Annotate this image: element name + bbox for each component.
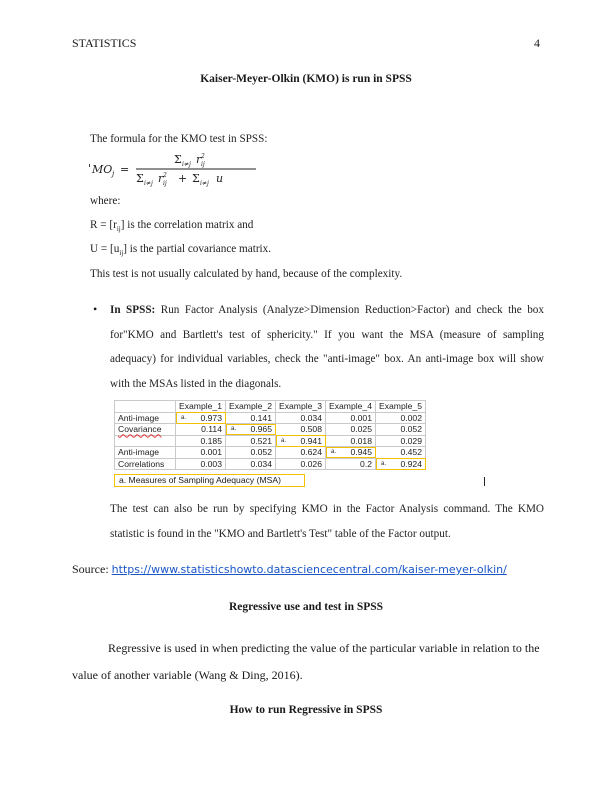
table-cell: 0.185 [176,435,226,447]
formula-den-b-sum: Σ [192,172,200,185]
u-prefix: U = [u [90,243,120,255]
formula-num-term-sub: ij [201,161,205,168]
row-label [115,435,176,447]
column-header: Example_1 [176,401,226,413]
kmo-command-paragraph: The test can also be run by specifying KMO in the Factor Analysis command. The KMO statistic is found in the "KMO and Bartlett's Test" table of the Factor output. [110,503,544,540]
cell-value: 0.924 [400,458,422,469]
row-label-text: Covariance [118,424,162,435]
table-cell: 0.034 [226,458,276,470]
table-cell: 0.001 [176,447,226,459]
running-header: STATISTICS [72,36,137,50]
formula-lhs: MO [92,163,113,176]
column-header: Example_4 [326,401,376,413]
spss-instructions-text: Run Factor Analysis (Analyze>Dimension Reduction>Factor) and check the box for"KMO and Bartlett's test of sphericity." If you want the MSA (measure of sampling adequacy) for individual variables, check the "anti-image" box. An anti-image box will show with the MSAs listed in the diagonals. [110,304,544,390]
u-sub: ij [119,249,124,258]
u-suffix: ] is the partial covariance matrix. [123,243,272,255]
table-cell: 0.508 [276,424,326,436]
formula-den-plus: + [178,172,188,185]
spss-instructions [110,298,544,396]
formula-apostrophe: ' [88,162,92,175]
table-cell: 0.2 [326,458,376,470]
table-cell [176,412,226,424]
bullet-icon: • [93,302,98,316]
complexity-note: This test is not usually calculated by hand, because of the complexity. [90,268,403,280]
formula-equals: = [120,163,130,176]
table-cell: 0.002 [376,412,426,424]
source-label: Source: [72,562,112,576]
msa-marker: a. [281,437,287,444]
cell-value: 0.973 [200,412,222,423]
msa-table [114,400,426,470]
table-cell: 0.018 [326,435,376,447]
formula-lhs-sub: j [112,170,115,178]
formula-den-a-sum: Σ [136,172,144,185]
table-cell: 0.114 [176,424,226,436]
text-cursor-mark [484,477,485,486]
table-cell: 0.034 [276,412,326,424]
column-header: Example_5 [376,401,426,413]
table-cell: 0.025 [326,424,376,436]
table-corner [115,401,176,413]
page-number: 4 [534,36,540,50]
row-label [115,424,176,436]
column-header: Example_2 [226,401,276,413]
table-header-row [115,401,426,413]
msa-marker: a. [381,460,387,467]
table-cell [226,424,276,436]
table-cell: 0.026 [276,458,326,470]
msa-marker: a. [231,426,237,433]
formula-den-a-term-sub: ij [163,180,167,187]
row-label: Anti-image [115,412,176,424]
cell-value: 0.941 [300,435,322,446]
formula-num-sub: i≠j [182,161,191,168]
formula-den-a-term: r [158,172,164,185]
row-label: Correlations [115,458,176,470]
body-paragraph [72,635,540,689]
source-citation [72,562,507,577]
cell-value: 0.945 [350,447,372,458]
cell-value: 0.965 [250,424,272,435]
formula-intro: The formula for the KMO test in SPSS: [90,133,268,145]
u-definition [90,243,271,257]
section-title: Kaiser-Meyer-Olkin (KMO) is run in SPSS [200,73,412,85]
body-paragraph-text: Regressive is used in when predicting the value of the particular variable in relation to the value of another variable (Wang & Ding, 2016). [72,641,540,682]
table-cell: 0.624 [276,447,326,459]
table-cell: 0.001 [326,412,376,424]
table-cell: 0.052 [226,447,276,459]
table-cell: 0.141 [226,412,276,424]
formula-num-term: r [196,153,202,166]
formula-den-a-sub: i≠j [144,180,153,187]
formula-where: where: [90,195,121,207]
r-definition [90,219,253,233]
formula-num-sup: 2 [201,153,205,160]
source-link[interactable]: https://www.statisticshowto.datasciencecentral.com/kaiser-meyer-olkin/ [111,563,507,576]
table-row [115,424,426,436]
table-cell: 0.052 [376,424,426,436]
row-label: Anti-image [115,447,176,459]
r-sub: ij [116,225,121,234]
table-cell: 0.452 [376,447,426,459]
table-row [115,458,426,470]
heading-regressive: Regressive use and test in SPSS [228,601,384,613]
formula-num-sum: Σ [174,153,182,166]
spss-bold-label: In SPSS: [110,304,156,316]
heading-howto: How to run Regressive in SPSS [229,704,383,716]
table-cell [276,435,326,447]
r-suffix: ] is the correlation matrix and [120,219,254,231]
formula-den-b-sub: i≠j [200,180,209,187]
column-header: Example_3 [276,401,326,413]
formula-den-a-sup: 2 [163,172,167,179]
msa-footnote: a. Measures of Sampling Adequacy (MSA) [114,474,305,487]
table-cell [326,447,376,459]
table-row [115,412,426,424]
formula-den-b-term: u [216,172,224,185]
table-row [115,435,426,447]
kmo-formula [88,152,288,188]
table-cell: 0.521 [226,435,276,447]
r-prefix: R = [r [90,219,117,231]
table-cell: 0.003 [176,458,226,470]
table-cell [376,458,426,470]
msa-marker: a. [181,414,187,421]
table-row [115,447,426,459]
table-cell: 0.029 [376,435,426,447]
msa-marker: a. [331,449,337,456]
